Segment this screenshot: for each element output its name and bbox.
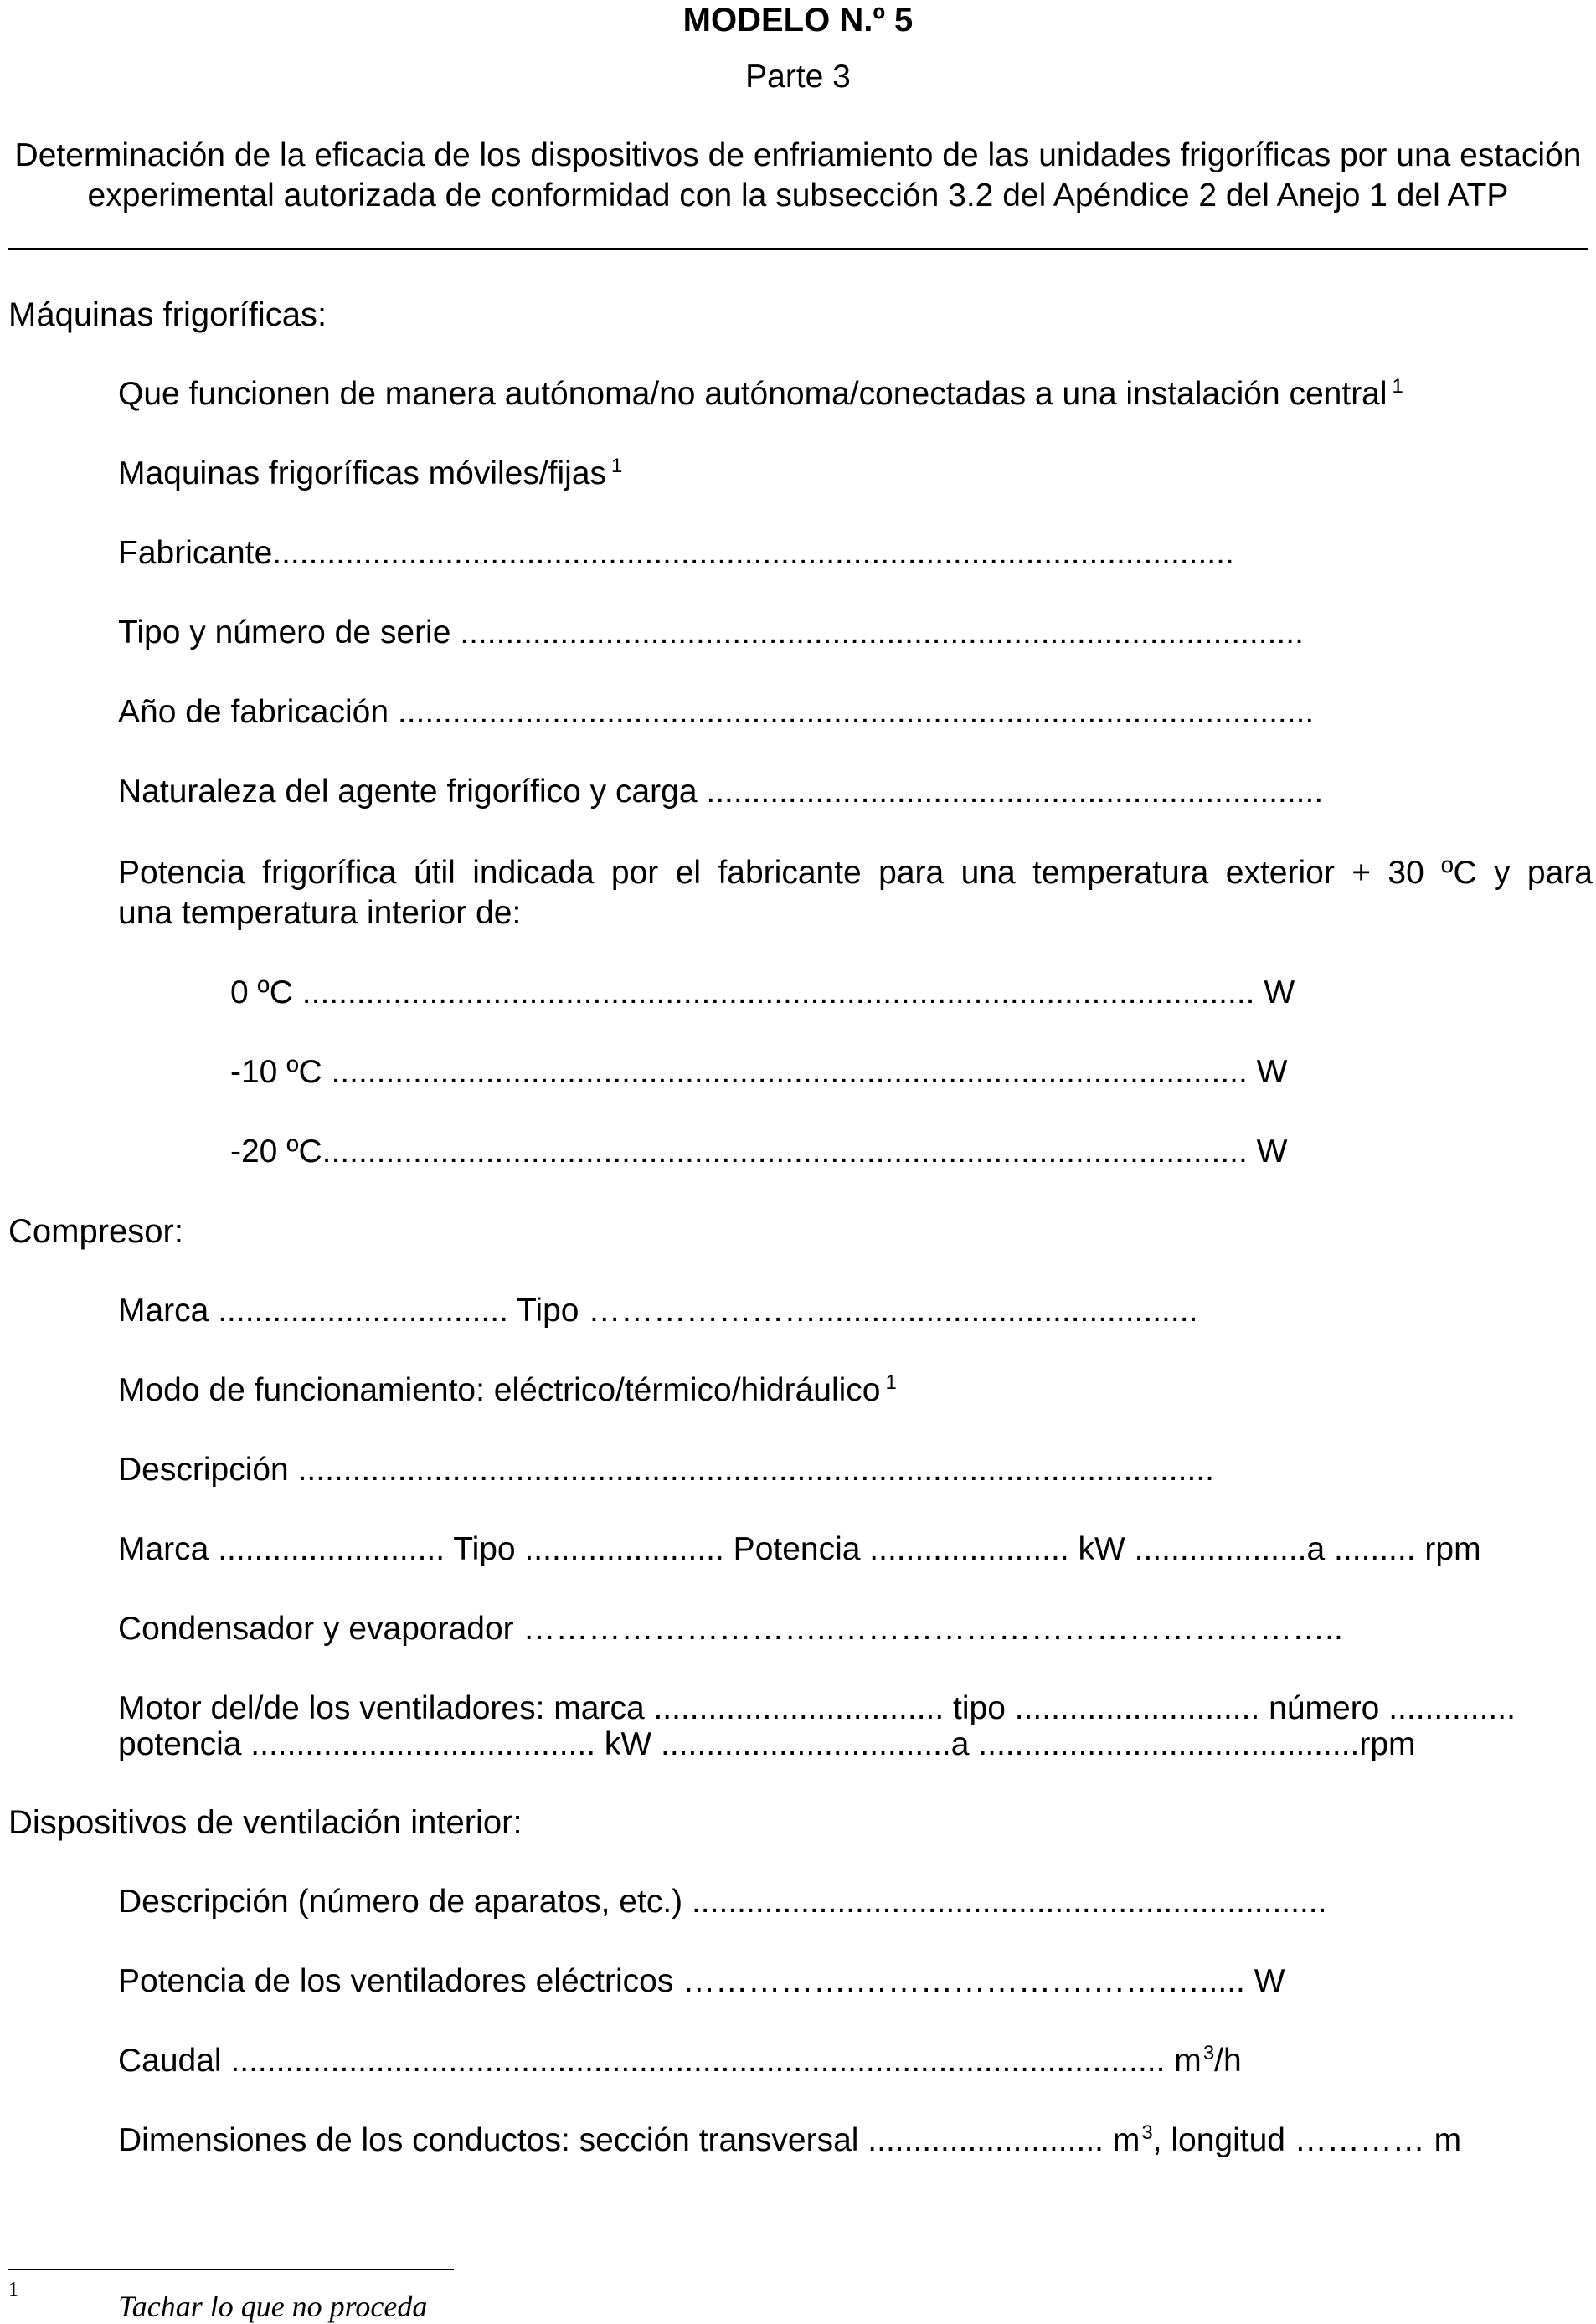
- field-motor-ventiladores: Motor del/de los ventiladores: marca ................................ tipo ........................... número ..............: [118, 1690, 1516, 1726]
- field-modo-funcionamiento: Modo de funcionamiento: eléctrico/térmico/hidráulico $^1$: [118, 1371, 897, 1408]
- field-marca-tipo: Marca ................................ Tipo …………………..........................................: [118, 1293, 1198, 1329]
- form-part: Parte 3: [745, 59, 851, 95]
- header-divider: [8, 248, 1588, 250]
- field-anio-fabricacion: Año de fabricación .....................................................................................................: [118, 694, 1315, 730]
- field-potencia-frigorifica-cont: una temperatura interior de:: [118, 895, 522, 931]
- field-tipo-serie: Tipo y número de serie .............................................................................................: [118, 614, 1304, 650]
- field-potencia-frigorifica: Potencia frigorífica útil indicada por el fabricante para una temperatura exterior + 30 ºC y para: [118, 855, 1593, 891]
- field-temp-minus20: -20 ºC...................................................................................................... W: [230, 1134, 1288, 1170]
- form-subtitle-line2: experimental autorizada de conformidad con la subsección 3.2 del Apéndice 2 del Anejo 1 del ATP: [87, 177, 1509, 213]
- footnote-number: 1: [8, 2279, 18, 2301]
- field-descripcion: Descripción .....................................................................................................: [118, 1452, 1214, 1488]
- footnote-ref: 1: [611, 455, 623, 477]
- field-descripcion-aparatos: Descripción (número de aparatos, etc.) ......................................................................: [118, 1884, 1327, 1920]
- field-dimensiones-conductos: Dimensiones de los conductos: sección transversal .......................... $m^3$, longitud ………… m: [118, 2121, 1462, 2158]
- field-potencia-ventiladores: Potencia de los ventiladores eléctricos …………….………………….…….…..... W: [118, 1963, 1285, 1999]
- field-motor-ventiladores-cont: potencia ...................................... kW ................................a ..........................................rpm: [118, 1726, 1416, 1762]
- section-heading-maquinas: Máquinas frigoríficas:: [8, 296, 327, 333]
- section-heading-ventilacion: Dispositivos de ventilación interior:: [8, 1804, 523, 1841]
- footnote-divider: [8, 2269, 454, 2270]
- section-heading-compresor: Compresor:: [8, 1213, 183, 1250]
- form-subtitle-line1: Determinación de la eficacia de los dispositivos de enfriamiento de las unidades frigoríficas por una estación: [14, 137, 1582, 173]
- field-fabricante: Fabricante..........................................................................................................: [118, 535, 1234, 571]
- field-temp-0: 0 ºC ......................................................................................................... W: [230, 974, 1295, 1010]
- field-agente-frigorifico: Naturaleza del agente frigorífico y carga ....................................................................: [118, 774, 1324, 810]
- field-caudal: Caudal ....................................................................................................... $m^3/h$: [118, 2042, 1242, 2079]
- field-funcionamiento: Que funcionen de manera autónoma/no autónoma/conectadas a una instalación central $^1$: [118, 375, 1403, 412]
- footnote-ref: 1: [1392, 375, 1403, 398]
- footnote-ref: 1: [885, 1371, 897, 1394]
- field-temp-minus10: -10 ºC ..................................................................................................... W: [230, 1054, 1288, 1090]
- footnote-text: Tachar lo que no proceda: [118, 2290, 428, 2323]
- field-condensador-evaporador: Condensador y evaporador ………………………..………………………………………..: [118, 1611, 1343, 1647]
- form-title: MODELO N.º 5: [682, 2, 914, 39]
- field-marca-motor: Marca ......................... Tipo ...................... Potencia ...................... kW ...................a ......... rpm: [118, 1531, 1481, 1567]
- field-moviles-fijas: Maquinas frigoríficas móviles/fijas $^1$: [118, 455, 623, 491]
